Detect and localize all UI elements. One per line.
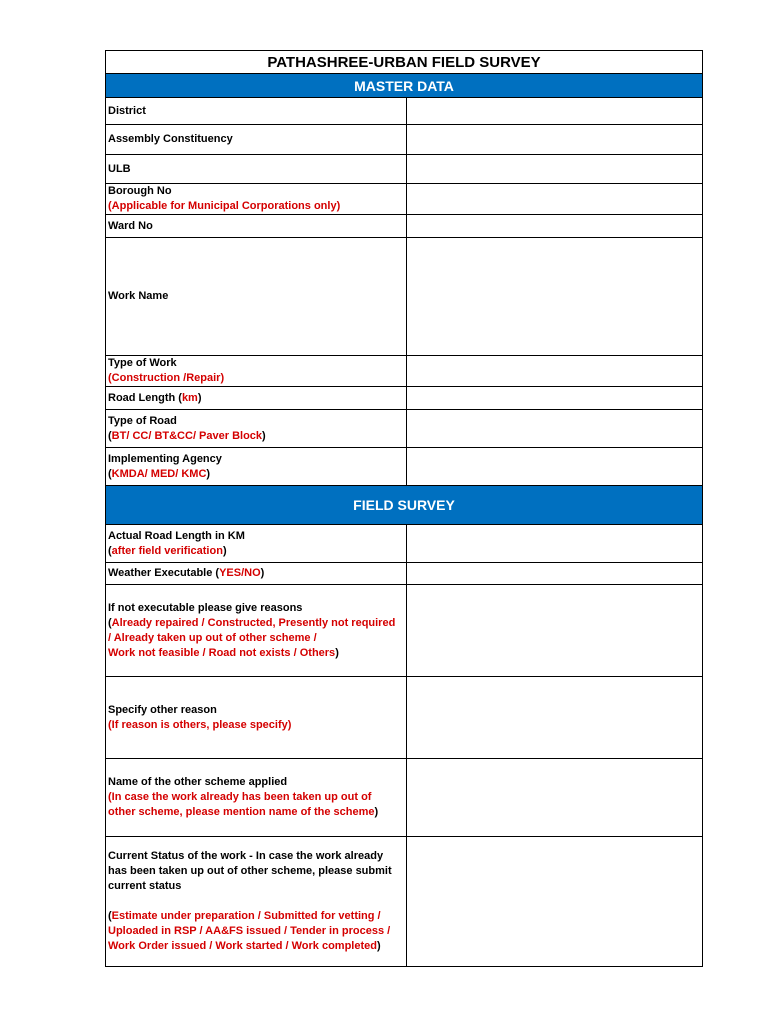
district-row bbox=[106, 98, 703, 125]
borough-label: Borough No bbox=[108, 185, 172, 197]
type-of-road-open: ( bbox=[108, 429, 112, 442]
type-of-road-close: ) bbox=[262, 429, 266, 442]
ward-label: Ward No bbox=[106, 215, 407, 238]
reasons-label: If not executable please give reasons bbox=[108, 601, 303, 614]
type-of-road-note: BT/ CC/ BT&CC/ Paver Block bbox=[111, 429, 263, 442]
status-note-1: Estimate under preparation / Submitted for vetting / bbox=[111, 910, 381, 922]
status-open: ( bbox=[108, 910, 112, 922]
ulb-row bbox=[106, 155, 703, 184]
road-length-row bbox=[106, 387, 703, 410]
reasons-row bbox=[106, 585, 703, 677]
scheme-field[interactable] bbox=[407, 759, 703, 837]
actual-length-note: after field verification bbox=[111, 544, 223, 557]
status-label-cell bbox=[106, 837, 407, 967]
type-of-work-label-cell bbox=[106, 356, 407, 387]
road-length-label-cell bbox=[106, 387, 407, 410]
type-of-work-note: (Construction /Repair) bbox=[108, 372, 225, 384]
actual-length-open: ( bbox=[108, 544, 112, 557]
borough-label-cell bbox=[106, 184, 407, 215]
ulb-field[interactable] bbox=[407, 155, 703, 184]
executable-row bbox=[106, 563, 703, 585]
field-survey-header: FIELD SURVEY bbox=[106, 486, 703, 525]
scheme-row bbox=[106, 759, 703, 837]
executable-close: ) bbox=[260, 567, 265, 579]
assembly-field[interactable] bbox=[407, 125, 703, 155]
status-field[interactable] bbox=[407, 837, 703, 967]
other-reason-row bbox=[106, 677, 703, 759]
form-title: PATHASHREE-URBAN FIELD SURVEY bbox=[106, 51, 703, 74]
agency-label-cell bbox=[106, 448, 407, 486]
status-label-3: current status bbox=[108, 880, 182, 892]
other-reason-label: Specify other reason bbox=[108, 703, 217, 716]
other-reason-label-cell bbox=[106, 677, 407, 759]
scheme-label: Name of the other scheme applied bbox=[108, 776, 288, 788]
survey-form-table bbox=[105, 50, 703, 967]
status-note-3: Work Order issued / Work started / Work completed bbox=[108, 940, 377, 952]
agency-note: KMDA/ MED/ KMC bbox=[111, 467, 207, 480]
scheme-note-1: (In case the work already has been taken up out of bbox=[108, 791, 372, 803]
scheme-close: ) bbox=[374, 806, 379, 818]
road-length-unit: km bbox=[181, 391, 198, 404]
borough-note: (Applicable for Municipal Corporations only) bbox=[108, 200, 341, 212]
work-name-row bbox=[106, 238, 703, 356]
status-label-2: has been taken up out of other scheme, please submit bbox=[108, 865, 392, 877]
master-data-header: MASTER DATA bbox=[106, 74, 703, 98]
reasons-close: ) bbox=[335, 646, 339, 659]
agency-row bbox=[106, 448, 703, 486]
type-of-work-label: Type of Work bbox=[108, 357, 177, 369]
executable-label-cell bbox=[106, 563, 407, 585]
road-length-close: ) bbox=[197, 391, 202, 404]
ward-row bbox=[106, 215, 703, 238]
type-of-work-row bbox=[106, 356, 703, 387]
other-reason-field[interactable] bbox=[407, 677, 703, 759]
work-name-label: Work Name bbox=[106, 238, 407, 356]
type-of-work-field[interactable] bbox=[407, 356, 703, 387]
ward-field[interactable] bbox=[407, 215, 703, 238]
reasons-field[interactable] bbox=[407, 585, 703, 677]
agency-open: ( bbox=[108, 467, 112, 480]
status-close: ) bbox=[376, 940, 381, 952]
assembly-label: Assembly Constituency bbox=[106, 125, 407, 155]
executable-note: YES/NO bbox=[219, 567, 261, 579]
assembly-row bbox=[106, 125, 703, 155]
road-length-label: Road Length ( bbox=[108, 391, 182, 404]
field-survey-header-row bbox=[106, 486, 703, 525]
status-spacer bbox=[108, 894, 406, 909]
reasons-note-1: Already repaired / Constructed, Presently not required bbox=[111, 616, 396, 629]
actual-length-close: ) bbox=[222, 544, 227, 557]
type-of-road-label-cell bbox=[106, 410, 407, 448]
status-note-2: Uploaded in RSP / AA&FS issued / Tender in process / bbox=[108, 925, 391, 937]
other-reason-note: (If reason is others, please specify) bbox=[108, 718, 292, 731]
actual-length-label-cell bbox=[106, 525, 407, 563]
reasons-note-2: / Already taken up out of other scheme / bbox=[108, 631, 317, 644]
agency-close: ) bbox=[206, 467, 211, 480]
work-name-field[interactable] bbox=[407, 238, 703, 356]
scheme-label-cell bbox=[106, 759, 407, 837]
actual-length-row bbox=[106, 525, 703, 563]
type-of-road-row bbox=[106, 410, 703, 448]
master-data-header-row bbox=[106, 74, 703, 98]
agency-field[interactable] bbox=[407, 448, 703, 486]
executable-field[interactable] bbox=[407, 563, 703, 585]
district-field[interactable] bbox=[407, 98, 703, 125]
borough-row bbox=[106, 184, 703, 215]
ulb-label: ULB bbox=[106, 155, 407, 184]
type-of-road-field[interactable] bbox=[407, 410, 703, 448]
reasons-open: ( bbox=[108, 616, 112, 629]
reasons-label-cell bbox=[106, 585, 407, 677]
district-label: District bbox=[106, 98, 407, 125]
status-label-1: Current Status of the work - In case the work already bbox=[108, 850, 384, 862]
actual-length-field[interactable] bbox=[407, 525, 703, 563]
agency-label: Implementing Agency bbox=[108, 452, 222, 465]
scheme-note-2: other scheme, please mention name of the scheme bbox=[108, 806, 375, 818]
type-of-road-label: Type of Road bbox=[108, 414, 177, 427]
reasons-note-3: Work not feasible / Road not exists / Others bbox=[108, 646, 336, 659]
actual-length-label: Actual Road Length in KM bbox=[108, 529, 245, 542]
road-length-field[interactable] bbox=[407, 387, 703, 410]
status-row bbox=[106, 837, 703, 967]
executable-label: Weather Executable ( bbox=[108, 567, 220, 579]
title-row bbox=[106, 51, 703, 74]
borough-field[interactable] bbox=[407, 184, 703, 215]
